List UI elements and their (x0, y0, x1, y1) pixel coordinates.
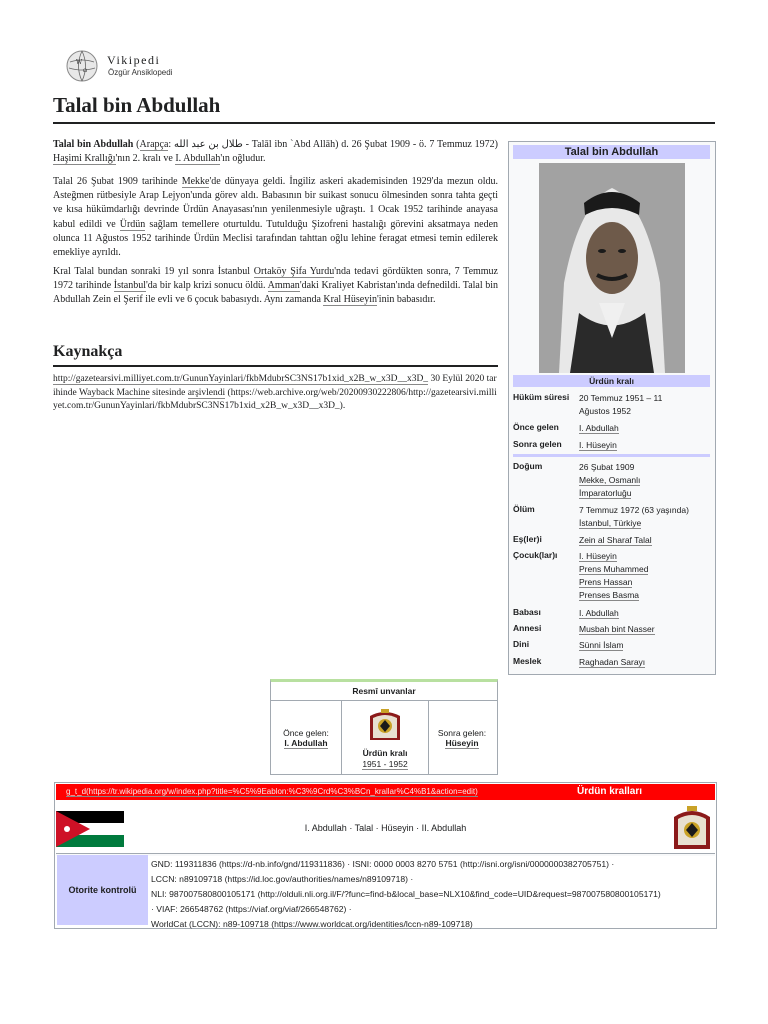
link-child-hussein[interactable]: I. Hüseyin (579, 551, 617, 561)
birth-value (579, 461, 709, 500)
succession-years-link[interactable]: 1951 - 1952 (362, 759, 408, 769)
para2-text-2: 'de dünyaya geldi. İngiliz askeri akademisinden 1929'da mezun oldu. Asteğmen rütbesiyle Arap Lejyon'unda görev aldı. Babasının bir suikast sonucu ölmesinden sonra tahta geçti ve kısa hükümdarlığı devrinde Ürdün Anayasası'nın yenilenmesiyle uğraştı. 1 Ocak 1952 tarihinde anayasa kabul edildi ve (53, 176, 499, 230)
death-date: 7 Temmuz 1972 (63 yaşında) (579, 505, 689, 515)
link-occupation[interactable]: Raghadan Sarayı (579, 657, 646, 667)
authority-control-list (151, 857, 716, 932)
intro-text-2: 'nın 2. kralı ve (115, 153, 173, 165)
birth-label: Doğum (513, 461, 543, 471)
svg-text:W: W (76, 59, 83, 66)
occupation-label: Meslek (513, 656, 542, 666)
navbox-title[interactable]: Ürdün kralları (577, 786, 643, 797)
father-label: Babası (513, 607, 541, 617)
reign-line-2: Ağustos 1952 (579, 406, 631, 416)
authority-line-2[interactable]: LCCN: n89109718 (https://id.loc.gov/authorities/names/n89109718) · (151, 874, 414, 884)
intro-paragraph: Talal bin Abdullah (Arapça: طلال بن عبد الله - Talāl ibn `Abd Allāh) d. 26 Şubat 1909 - ö. 7 Temmuz 1972) Haşimi Krallığı'nın 2. kralı ve I. Abdullah'ın oğludur. (53, 139, 498, 165)
link-ottoman-empire[interactable]: İmparatorluğu (579, 488, 632, 498)
later-life-paragraph (53, 265, 498, 308)
link-child-muhammad[interactable]: Prens Muhammed (579, 564, 649, 574)
link-deathplace[interactable]: İstanbul, Türkiye (579, 518, 642, 528)
succession-title: Resmî unvanlar (352, 686, 416, 696)
reign-value (579, 392, 709, 418)
para3-text-3: 'da bir kalp krizi sonucu öldü. (145, 280, 266, 292)
spouse-label: Eş(ler)i (513, 534, 542, 544)
reign-label: Hüküm süresi (513, 392, 570, 402)
infobox-section-king: Ürdün kralı (513, 375, 710, 387)
succession-before (273, 728, 339, 748)
children-value (579, 550, 709, 602)
reign-line-1: 20 Temmuz 1951 – 11 (579, 393, 663, 403)
authority-line-5[interactable]: WorldCat (LCCN): n89-109718 (https://www.worldcat.org/identities/lccn-n89-109718) (151, 919, 473, 929)
link-archived[interactable]: arşivlendi (187, 387, 226, 398)
link-ortakoy-clinic[interactable]: Ortaköy Şifa Yurdu (253, 266, 335, 277)
link-wayback-machine[interactable]: Wayback Machine (78, 387, 150, 398)
link-birthplace[interactable]: Mekke, Osmanlı (579, 475, 641, 485)
reference-date: 30 Eylül 2020 tarihinde (53, 374, 497, 398)
infobox (508, 141, 716, 675)
link-father[interactable]: I. Abdullah (579, 608, 619, 618)
predecessor-label: Önce gelen (513, 422, 559, 432)
para3-text-2: 'nda tedavi gördükten sonra, 7 Temmuz 1972 tarihinde (53, 266, 498, 292)
link-jordan[interactable]: Ürdün (119, 218, 146, 230)
reference-item (53, 373, 498, 414)
link-amman[interactable]: Amman (267, 280, 300, 292)
link-mother[interactable]: Musbah bint Nasser (579, 624, 655, 634)
link-hashemite-kingdom[interactable]: Haşimi Krallığı (53, 153, 116, 165)
para3-text-1: Kral Talal bundan sonraki 19 yıl sonra İstanbul (53, 266, 250, 277)
link-successor[interactable]: I. Hüseyin (579, 440, 617, 450)
succession-after (429, 728, 495, 748)
coat-of-arms-icon[interactable] (367, 706, 403, 742)
link-mecca[interactable]: Mekke (181, 176, 210, 187)
intro-text-3: 'ın oğludur. (220, 153, 266, 165)
link-child-hassan[interactable]: Prens Hassan (579, 577, 633, 587)
navbox-header (56, 784, 715, 800)
authority-control-label[interactable]: Otorite kontrolü (57, 855, 148, 925)
para2-text-1: Talal 26 Şubat 1909 tarihinde (53, 176, 178, 187)
infobox-title: Talal bin Abdullah (513, 145, 710, 159)
navbox-kings-list[interactable]: I. Abdullah · Talal · Hüseyin · II. Abdullah (304, 823, 467, 833)
death-label: Ölüm (513, 504, 535, 514)
reference-text: sitesinde (152, 387, 186, 398)
death-value (579, 504, 709, 530)
page-title: Talal bin Abdullah (53, 93, 715, 124)
link-abdullah-i[interactable]: I. Abdullah (175, 153, 221, 165)
link-religion[interactable]: Sünni İslam (579, 640, 624, 650)
after-label: Sonra gelen: (437, 728, 487, 738)
mother-label: Annesi (513, 623, 542, 633)
link-predecessor[interactable]: I. Abdullah (579, 423, 619, 433)
authority-line-1[interactable]: GND: 119311836 (https://d-nb.info/gnd/119311836) · ISNI: 0000 0003 8270 5751 (http://isni.org/isni/0000000382705751) · (151, 859, 615, 869)
authority-line-4[interactable]: · VIAF: 266548762 (https://viaf.org/viaf/266548762) · (151, 904, 352, 914)
link-succession-before[interactable]: I. Abdullah (284, 738, 328, 748)
succession-years[interactable] (342, 759, 428, 769)
link-istanbul[interactable]: İstanbul (113, 280, 146, 292)
navbox-edit-links[interactable]: g_t_d(https://tr.wikipedia.org/w/index.php?title=%C5%9Eablon:%C3%9Crd%C3%BCn_krallar%C4%B1&action=edit) (66, 787, 478, 796)
portrait-photo[interactable] (539, 163, 685, 373)
reference-url[interactable]: http://gazetearsivi.milliyet.com.tr/GununYayinlari/fkbMdubrSC3NS17b1xid_x2B_w_x3D__x3D_ (53, 374, 429, 384)
wikipedia-globe-icon[interactable] (66, 50, 98, 82)
authority-line-3[interactable]: NLI: 987007580800105171 (http://olduli.nli.org.il/F/?func=find-b&local_base=NLX10&find_code=UID&request=987007580800105171) (151, 889, 661, 899)
svg-text:Ω: Ω (83, 68, 88, 74)
birth-date: 26 Şubat 1909 (579, 462, 635, 472)
successor-label: Sonra gelen (513, 439, 562, 449)
site-tagline: Özgür Ansiklopedi (108, 68, 173, 77)
intro-text-1: - Talāl ibn `Abd Allāh) d. 26 Şubat 1909 - ö. 7 Temmuz 1972) (245, 139, 498, 150)
children-label: Çocuk(lar)ı (513, 550, 558, 560)
para3-text-5: 'inin babasıdır. (377, 294, 436, 306)
navbox-separator (56, 853, 715, 856)
para2-text-3: sağlam temellere oturtuldu. Tutulduğu Şizofreni hastalığı görevini aksatmaya neden olunca 11 Ağustos 1952 tarihinde Ürdün Meclisi tarafından tahttan oğlu lehine feragat etmesi temin edilerek emekliye ayrıldı. (53, 218, 499, 259)
infobox-separator (513, 454, 710, 457)
succession-office (341, 701, 429, 774)
para3-text-4: 'daki Kraliyet Kabristan'ında defnedildi. Talal bin Abdullah Zein el Şerif ile evli ve 6 çocuk babasıydı. Aynı zamanda (53, 280, 499, 306)
site-wordmark[interactable]: Vikipedi (107, 53, 161, 67)
link-succession-after[interactable]: Hüseyin (445, 738, 479, 748)
link-arabic[interactable]: Arapça (139, 139, 169, 150)
arabic-name: طلال بن عبد الله (174, 139, 243, 150)
navbox-kings-of-jordan (54, 782, 717, 929)
biography-paragraph (53, 175, 498, 260)
link-child-basma[interactable]: Prenses Basma (579, 590, 639, 600)
link-spouse[interactable]: Zein al Sharaf Talal (579, 535, 652, 545)
religion-label: Dini (513, 639, 530, 649)
archive-url[interactable]: (https://web.archive.org/web/20200930222806/http://gazetearsivi.milliyet.com.tr/GununYayinlari/fkbMdubrSC3NS17b1xid_x2B_w_x3D__x3D_). (53, 387, 497, 411)
succession-office-title: Ürdün kralı (362, 748, 408, 758)
link-king-hussein[interactable]: Kral Hüseyin (323, 294, 377, 306)
references-heading: Kaynakça (53, 343, 498, 367)
coat-of-arms-icon[interactable] (672, 803, 712, 851)
before-label: Önce gelen: (283, 728, 329, 738)
subject-name: Talal bin Abdullah (53, 139, 134, 150)
succession-box (270, 679, 498, 775)
